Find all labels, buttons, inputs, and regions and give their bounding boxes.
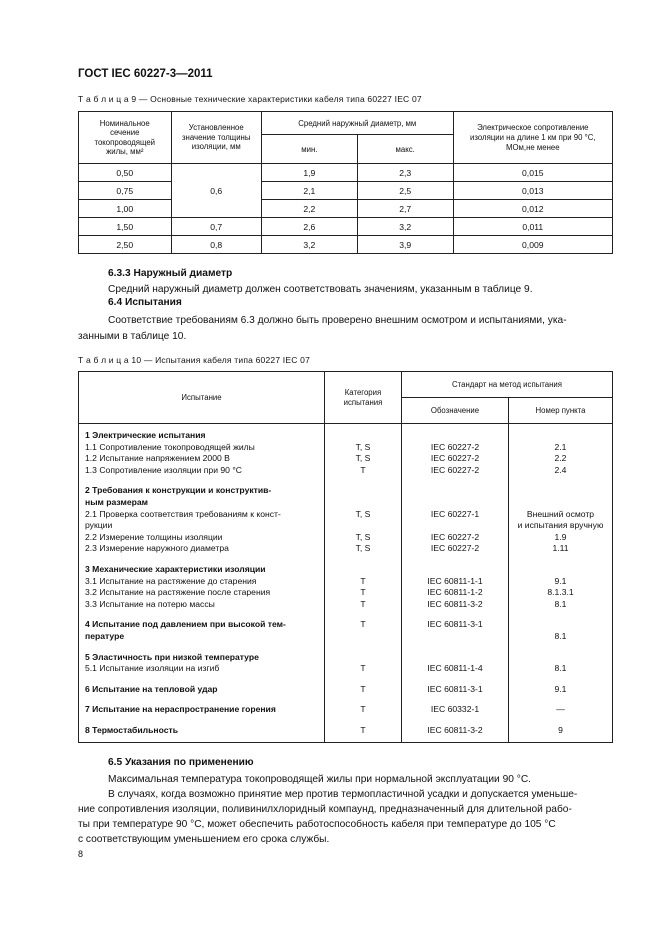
table10-designation-column	[402, 424, 509, 743]
group-spacer	[325, 476, 401, 485]
table9-col1-header: Номинальное сечение токопроводящей жилы, мм²	[79, 112, 172, 164]
page-number: 8	[78, 849, 84, 859]
standard-designation: IEC 60811-1-1	[427, 575, 483, 586]
table10-clause-header: Номер пункта	[509, 398, 613, 424]
clause-number: 1.11	[552, 543, 569, 554]
test-category	[325, 497, 401, 509]
test-name: 7 Испытание на нераспространение горения	[85, 704, 276, 715]
clause-number: 8.1	[554, 663, 567, 674]
group-spacer	[402, 695, 508, 704]
clause-number: —	[556, 704, 565, 715]
document-header: ГОСТ IEC 60227-3—2011	[78, 68, 213, 80]
clause-number: 8.1	[554, 630, 567, 641]
table10	[78, 371, 613, 743]
table9-min-header: мин.	[261, 135, 357, 164]
test-name: 1.3 Сопротивление изоляции при 90 °С	[85, 464, 242, 475]
group-spacer	[85, 675, 318, 684]
test-category: T	[360, 724, 366, 735]
test-name: 8 Термостабильность	[85, 724, 178, 735]
group-spacer	[402, 643, 508, 652]
table10-test-header: Испытание	[79, 372, 325, 424]
group-spacer	[325, 675, 401, 684]
section-6-4-text-line1: Соответствие требованиям 6.3 должно быть проверено внешним осмотром и испытаниями, ука-	[108, 315, 567, 326]
test-category: T	[360, 598, 366, 609]
clause-number	[509, 497, 612, 509]
standard-designation: IEC 60332-1	[430, 704, 480, 715]
table-row: 1,50 0,7 2,6 3,2 0,011	[79, 218, 613, 236]
table9-max-header: макс.	[357, 135, 453, 164]
group-spacer	[402, 610, 508, 619]
standard-designation	[402, 430, 508, 442]
group-spacer	[325, 695, 401, 704]
test-category: T, S	[355, 543, 371, 554]
test-name: пературе	[85, 630, 125, 641]
test-name: 1.1 Сопротивление токопроводящей жилы	[85, 441, 255, 452]
standard-designation: IEC 60227-2	[430, 543, 480, 554]
test-category: T	[360, 619, 366, 630]
test-category: T	[360, 464, 366, 475]
standard-designation: IEC 60811-1-2	[427, 587, 483, 598]
standard-designation: IEC 60227-2	[430, 441, 480, 452]
clause-number	[509, 430, 612, 442]
test-category	[325, 564, 401, 576]
test-category: T, S	[355, 453, 371, 464]
group-spacer	[85, 695, 318, 704]
table10-category-column	[325, 424, 402, 743]
clause-number: и испытания вручную	[517, 520, 604, 531]
standard-designation	[402, 485, 508, 497]
clause-number: 1.9	[554, 531, 567, 542]
test-name: 3.2 Испытание на растяжение после старения	[85, 587, 271, 598]
test-name: 6 Испытание на тепловой удар	[85, 683, 218, 694]
group-spacer	[509, 643, 612, 652]
table-row: 1,00 2,2 2,7 0,012	[79, 200, 613, 218]
test-name: 4 Испытание под давлением при высокой тем-	[85, 619, 286, 630]
clause-number: 2.2	[554, 453, 567, 464]
standard-designation	[402, 520, 508, 532]
section-6-5-para2-line3: ты при температуре 90 °С, может обеспечить работоспособность кабеля при температуре до 105 °С	[78, 819, 556, 830]
standard-designation	[402, 652, 508, 664]
test-name: 5.1 Испытание изоляции на изгиб	[85, 663, 220, 674]
table10-clause-column	[509, 424, 613, 743]
clause-number	[509, 564, 612, 576]
table9-col4-header: Электрическое сопротивление изоляции на длине 1 км при 90 °С, МОм,не менее	[453, 112, 612, 164]
section-6-3-3-text: Средний наружный диаметр должен соответствовать значениям, указанным в таблице 9.	[108, 284, 533, 295]
table9-col2-header: Установленное значение толщины изоляции, мм	[171, 112, 261, 164]
group-spacer	[509, 610, 612, 619]
standard-designation	[402, 564, 508, 576]
test-category: T	[360, 704, 366, 715]
clause-number: 8.1	[554, 598, 567, 609]
clause-number: 2.1	[554, 441, 567, 452]
test-name: 1.2 Испытание напряжением 2000 В	[85, 453, 230, 464]
clause-number: Внешний осмотр	[526, 508, 595, 519]
section-6-5-para2-line4: с соответствующим уменьшением его срока службы.	[78, 834, 330, 845]
table10-caption: Т а б л и ц а 10 — Испытания кабеля типа 60227 IEC 07	[78, 355, 310, 365]
standard-designation	[402, 631, 508, 643]
group-spacer	[85, 610, 318, 619]
standard-designation: IEC 60227-2	[430, 531, 480, 542]
standard-designation	[402, 497, 508, 509]
test-category	[325, 631, 401, 643]
section-6-5-title: 6.5 Указания по применению	[108, 757, 254, 768]
group-spacer	[402, 716, 508, 725]
clause-number: 9.1	[554, 575, 567, 586]
table9	[78, 111, 613, 254]
test-category: T, S	[355, 531, 371, 542]
test-category	[325, 520, 401, 532]
group-spacer	[85, 716, 318, 725]
test-category: T	[360, 663, 366, 674]
clause-number	[509, 619, 612, 631]
clause-number	[509, 652, 612, 664]
group-spacer	[509, 555, 612, 564]
table9-caption: Т а б л и ц а 9 — Основные технические характеристики кабеля типа 60227 IEC 07	[78, 94, 422, 104]
test-name: 2.2 Измерение толщины изоляции	[85, 531, 223, 542]
test-name: 1 Электрические испытания	[85, 430, 206, 440]
section-6-4-title: 6.4 Испытания	[108, 297, 182, 308]
group-spacer	[85, 555, 318, 564]
test-name: 3.3 Испытание на потерю массы	[85, 598, 215, 609]
group-spacer	[509, 716, 612, 725]
group-spacer	[325, 555, 401, 564]
group-spacer	[85, 476, 318, 485]
group-spacer	[402, 675, 508, 684]
test-name: рукции	[85, 520, 113, 531]
group-spacer	[402, 555, 508, 564]
section-6-5-para2-line1: В случаях, когда возможно принятие мер против термопластичной усадки и допускается уменьше-	[108, 789, 578, 800]
table10-designation-header: Обозначение	[402, 398, 509, 424]
test-name: 2 Требования к конструкции и конструктив-	[85, 485, 272, 496]
table-row: 2,50 0,8 3,2 3,9 0,009	[79, 236, 613, 254]
group-spacer	[509, 695, 612, 704]
test-category: T, S	[355, 508, 371, 519]
test-category: T, S	[355, 441, 371, 452]
test-category: T	[360, 587, 366, 598]
standard-designation: IEC 60811-3-1	[427, 683, 483, 694]
group-spacer	[509, 675, 612, 684]
test-name: 5 Эластичность при низкой температуре	[85, 651, 259, 662]
group-spacer	[402, 476, 508, 485]
section-6-5-para2-line2: ние сопротивления изоляции, поливинилхлоридный компаунд, предназначенный для длительной рабо-	[78, 804, 572, 815]
section-6-4-text-line2: занными в таблице 10.	[78, 331, 187, 342]
test-category: T	[360, 575, 366, 586]
test-name: 3.1 Испытание на растяжение до старения	[85, 575, 257, 586]
standard-designation: IEC 60811-3-2	[427, 724, 483, 735]
group-spacer	[509, 476, 612, 485]
standard-designation: IEC 60227-1	[430, 508, 480, 519]
table9-col3-header: Средний наружный диаметр, мм	[261, 112, 453, 135]
test-category	[325, 430, 401, 442]
clause-number: 8.1.3.1	[547, 587, 574, 598]
clause-number	[509, 485, 612, 497]
group-spacer	[325, 610, 401, 619]
clause-number: 2.4	[554, 464, 567, 475]
clause-number: 9	[558, 724, 563, 735]
test-category	[325, 485, 401, 497]
group-spacer	[325, 716, 401, 725]
table-row: 0,50 0,6 1,9 2,3 0,015	[79, 164, 613, 182]
table10-standard-header: Стандарт на метод испытания	[402, 372, 613, 398]
section-6-5-para1: Максимальная температура токопроводящей жилы при нормальной эксплуатации 90 °С.	[108, 774, 532, 785]
standard-designation: IEC 60227-2	[430, 453, 480, 464]
clause-number: 9.1	[554, 683, 567, 694]
test-category: T	[360, 683, 366, 694]
standard-designation: IEC 60227-2	[430, 464, 480, 475]
test-name: ным размерам	[85, 496, 148, 507]
standard-designation: IEC 60811-1-4	[427, 663, 483, 674]
group-spacer	[85, 643, 318, 652]
table10-category-header: Категория испытания	[325, 372, 402, 424]
standard-designation: IEC 60811-3-1	[427, 619, 483, 630]
test-category	[325, 652, 401, 664]
section-6-3-3-title: 6.3.3 Наружный диаметр	[108, 268, 233, 279]
table-row: 0,75 2,1 2,5 0,013	[79, 182, 613, 200]
group-spacer	[325, 643, 401, 652]
table10-tests-column	[79, 424, 325, 743]
test-name: 2.1 Проверка соответствия требованиям к конст-	[85, 508, 281, 519]
test-name: 2.3 Измерение наружного диаметра	[85, 543, 229, 554]
test-name: 3 Механические характеристики изоляции	[85, 563, 266, 574]
standard-designation: IEC 60811-3-2	[427, 598, 483, 609]
